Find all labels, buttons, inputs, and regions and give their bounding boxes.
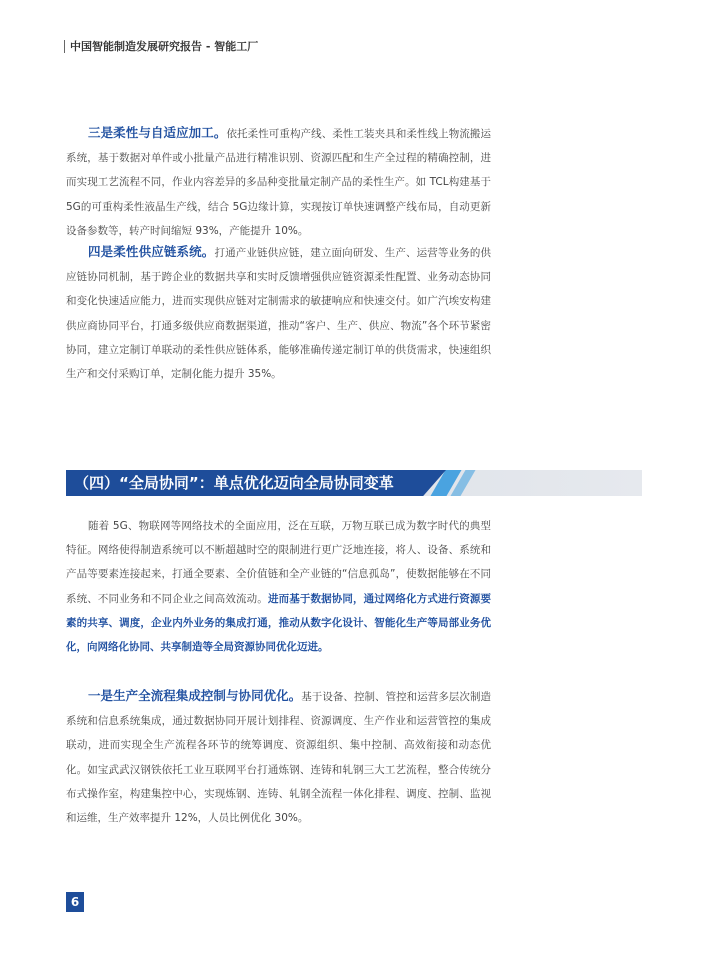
paragraph-body: 打通产业链供应链，建立面向研发、生产、运营等业务的供应链协同机制，基于跨企业的数据共享和实时反馈增强供应链资源柔性配置、业务动态协同和变化快速适应能力，进而实现供应链对定制需求的敏捷响应和快速交付。如广汽埃安构建供应商协同平台，打通多级供应商数据渠道，推动“客户、生产、供应、物流”各个环节紧密协同，建立定制订单联动的柔性供应链体系，能够准确传递定制订单的供货需求，快速组织生产和交付采购订单，定制化能力提升 35%。	[66, 247, 491, 381]
paragraph-lead: 四是柔性供应链系统。	[88, 244, 215, 259]
page-number: 6	[66, 892, 84, 912]
paragraph-global-collaboration	[66, 514, 491, 659]
paragraph-lead: 三是柔性与自适应加工。	[88, 125, 227, 140]
paragraph-flexible-processing	[66, 121, 491, 243]
paragraph-integrated-control	[66, 684, 491, 830]
paragraph-body: 依托柔性可重构产线、柔性工装夹具和柔性线上物流搬运系统，基于数据对单件或小批量产品进行精准识别、资源匹配和生产全过程的精确控制，进而实现工艺流程不同，作业内容差异的多品种变批量定制产品的柔性生产。如 TCL构建基于 5G的可重构柔性液晶生产线，结合 5G边缘计算，实现按订单快速调整产线布局，自动更新设备参数等，转产时间缩短 93%，产能提升 10%。	[66, 128, 491, 237]
section-heading-banner	[66, 470, 642, 496]
paragraph-body: 随着 5G、物联网等网络技术的全面应用，泛在互联，万物互联已成为数字时代的典型特征。网络使得制造系统可以不断超越时空的限制进行更广泛地连接，将人、设备、系统和产品等要素连接起来，打通全要素、全价值链和全产业链的“信息孤岛”，使数据能够在不同系统、不同业务和不同企业之间高效流动。	[66, 520, 491, 605]
paragraph-emphasis: 进而基于数据协同，通过网络化方式进行资源要素的共享、调度，企业内外业务的集成打通，推动从数字化设计、智能化生产等局部业务优化，向网络化协同、共享制造等全局资源协同优化迈进。	[66, 592, 492, 654]
running-header: 中国智能制造发展研究报告 - 智能工厂	[64, 40, 258, 53]
paragraph-flexible-supply-chain	[66, 240, 491, 386]
paragraph-lead: 一是生产全流程集成控制与协同优化。	[88, 688, 302, 703]
section-heading: （四）“全局协同”：单点优化迈向全局协同变革	[74, 474, 394, 492]
paragraph-body: 基于设备、控制、管控和运营多层次制造系统和信息系统集成，通过数据协同开展计划排程、资源调度、生产作业和运营管控的集成联动，进而实现全生产流程各环节的统筹调度、资源组织、集中控制、高效衔接和动态优化。如宝武武汉钢铁依托工业互联网平台打通炼钢、连铸和轧钢三大工艺流程，整合传统分布式操作室，构建集控中心，实现炼钢、连铸、轧钢全流程一体化排程、调度、控制、监视和运维，生产效率提升 12%，人员比例优化 30%。	[66, 691, 491, 825]
